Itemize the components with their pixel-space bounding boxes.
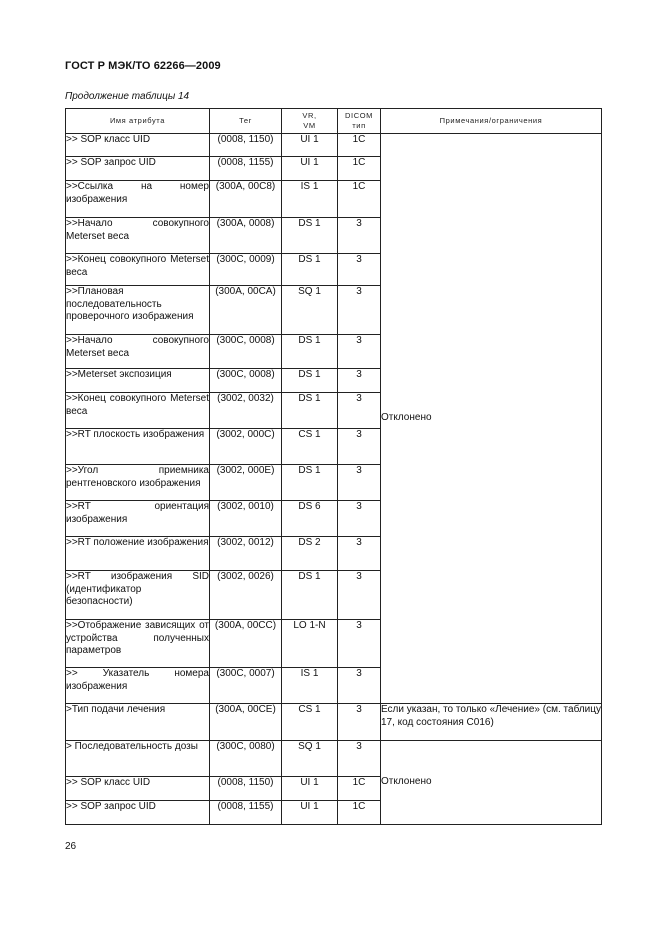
table-header-row: [66, 109, 602, 134]
col-header-notes: Примечания/ограничения: [381, 109, 602, 134]
cell-name: >Тип подачи лечения: [66, 704, 210, 741]
cell-type: 3: [338, 741, 381, 777]
cell-tag: (3002, 0010): [210, 501, 282, 537]
cell-name: >>RT плоскость изображения: [66, 429, 210, 465]
cell-name: >>Начало совокупного Meterset веса: [66, 218, 210, 254]
cell-name: >> SOP запрос UID: [66, 801, 210, 825]
cell-tag: (300A, 0008): [210, 218, 282, 254]
cell-tag: (0008, 1155): [210, 801, 282, 825]
table-row: [66, 134, 602, 157]
cell-type: 3: [338, 286, 381, 335]
cell-tag: (300A, 00CC): [210, 620, 282, 668]
cell-name: >> SOP класс UID: [66, 134, 210, 157]
cell-name: >>Ссылка на номер изображения: [66, 181, 210, 218]
cell-vr: CS 1: [282, 704, 338, 741]
cell-vr: UI 1: [282, 157, 338, 181]
cell-name: >>Начало совокупного Meterset веса: [66, 335, 210, 369]
table-row: [66, 704, 602, 741]
cell-tag: (3002, 0012): [210, 537, 282, 571]
cell-tag: (3002, 0032): [210, 393, 282, 429]
cell-type: 3: [338, 429, 381, 465]
cell-tag: (3002, 000E): [210, 465, 282, 501]
cell-vr: DS 1: [282, 254, 338, 286]
cell-notes-treatment: Если указан, то только «Лечение» (см. таблицу 17, код состояния С016): [381, 704, 602, 741]
cell-vr: DS 1: [282, 335, 338, 369]
cell-type: 1C: [338, 801, 381, 825]
cell-name: >>RT положение изображения: [66, 537, 210, 571]
cell-name: >>Угол приемника рентгеновского изображения: [66, 465, 210, 501]
cell-name: >>Конец совокупного Meterset веса: [66, 254, 210, 286]
cell-name: >> SOP класс UID: [66, 777, 210, 801]
cell-name: >>Отображение зависящих от устройства полученных параметров: [66, 620, 210, 668]
page-number: 26: [65, 841, 77, 852]
table-caption: Продолжение таблицы 14: [65, 91, 190, 102]
cell-vr: CS 1: [282, 429, 338, 465]
cell-name: >>Плановая последовательность проверочного изображения: [66, 286, 210, 335]
col-header-type: [338, 109, 381, 134]
cell-vr: IS 1: [282, 181, 338, 218]
cell-tag: (300C, 0007): [210, 668, 282, 704]
cell-tag: (0008, 1150): [210, 134, 282, 157]
cell-type: 1C: [338, 181, 381, 218]
cell-name: >> SOP запрос UID: [66, 157, 210, 181]
cell-notes-group2: Отклонено: [381, 741, 602, 825]
cell-vr: DS 1: [282, 369, 338, 393]
cell-type: 3: [338, 393, 381, 429]
cell-type: 3: [338, 571, 381, 620]
cell-vr: SQ 1: [282, 286, 338, 335]
cell-vr: DS 1: [282, 465, 338, 501]
cell-name: >>Конец совокупного Meterset веса: [66, 393, 210, 429]
cell-vr: LO 1-N: [282, 620, 338, 668]
table-row: [66, 741, 602, 777]
cell-tag: (3002, 0026): [210, 571, 282, 620]
cell-type: 3: [338, 620, 381, 668]
col-header-name: Имя атрибута: [66, 109, 210, 134]
attribute-table: [65, 108, 602, 825]
cell-name: > Последовательность дозы: [66, 741, 210, 777]
cell-vr: DS 6: [282, 501, 338, 537]
cell-type: 3: [338, 704, 381, 741]
cell-type: 3: [338, 335, 381, 369]
col-header-vr: [282, 109, 338, 134]
cell-vr: UI 1: [282, 134, 338, 157]
cell-type: 3: [338, 501, 381, 537]
cell-type: 3: [338, 254, 381, 286]
cell-tag: (0008, 1150): [210, 777, 282, 801]
cell-vr: DS 2: [282, 537, 338, 571]
cell-vr: SQ 1: [282, 741, 338, 777]
cell-vr: IS 1: [282, 668, 338, 704]
cell-name: >>RT изображения SID (идентификатор безопасности): [66, 571, 210, 620]
cell-name: >>Meterset экспозиция: [66, 369, 210, 393]
cell-tag: (0008, 1155): [210, 157, 282, 181]
col-header-tag: Тег: [210, 109, 282, 134]
cell-type: 3: [338, 537, 381, 571]
cell-type: 3: [338, 668, 381, 704]
cell-tag: (300A, 00CE): [210, 704, 282, 741]
col-header-type-line2: тип: [352, 121, 366, 130]
cell-name: >> Указатель номера изображения: [66, 668, 210, 704]
cell-name: >>RT ориентация изображения: [66, 501, 210, 537]
cell-type: 3: [338, 465, 381, 501]
cell-type: 1C: [338, 157, 381, 181]
cell-vr: DS 1: [282, 218, 338, 254]
col-header-type-line1: DICOM: [345, 111, 373, 120]
cell-vr: UI 1: [282, 777, 338, 801]
cell-tag: (300C, 0008): [210, 335, 282, 369]
cell-tag: (300C, 0080): [210, 741, 282, 777]
cell-tag: (3002, 000C): [210, 429, 282, 465]
cell-vr: DS 1: [282, 393, 338, 429]
cell-tag: (300A, 00C8): [210, 181, 282, 218]
cell-type: 3: [338, 218, 381, 254]
cell-type: 1C: [338, 777, 381, 801]
cell-type: 3: [338, 369, 381, 393]
col-header-vr-line2: VM: [303, 121, 316, 130]
cell-notes-group1: Отклонено: [381, 134, 602, 704]
cell-vr: DS 1: [282, 571, 338, 620]
cell-tag: (300C, 0008): [210, 369, 282, 393]
col-header-vr-line1: VR,: [302, 111, 317, 120]
document-header: ГОСТ Р МЭК/ТО 62266—2009: [65, 60, 221, 72]
cell-type: 1C: [338, 134, 381, 157]
cell-tag: (300C, 0009): [210, 254, 282, 286]
cell-vr: UI 1: [282, 801, 338, 825]
cell-tag: (300A, 00CA): [210, 286, 282, 335]
